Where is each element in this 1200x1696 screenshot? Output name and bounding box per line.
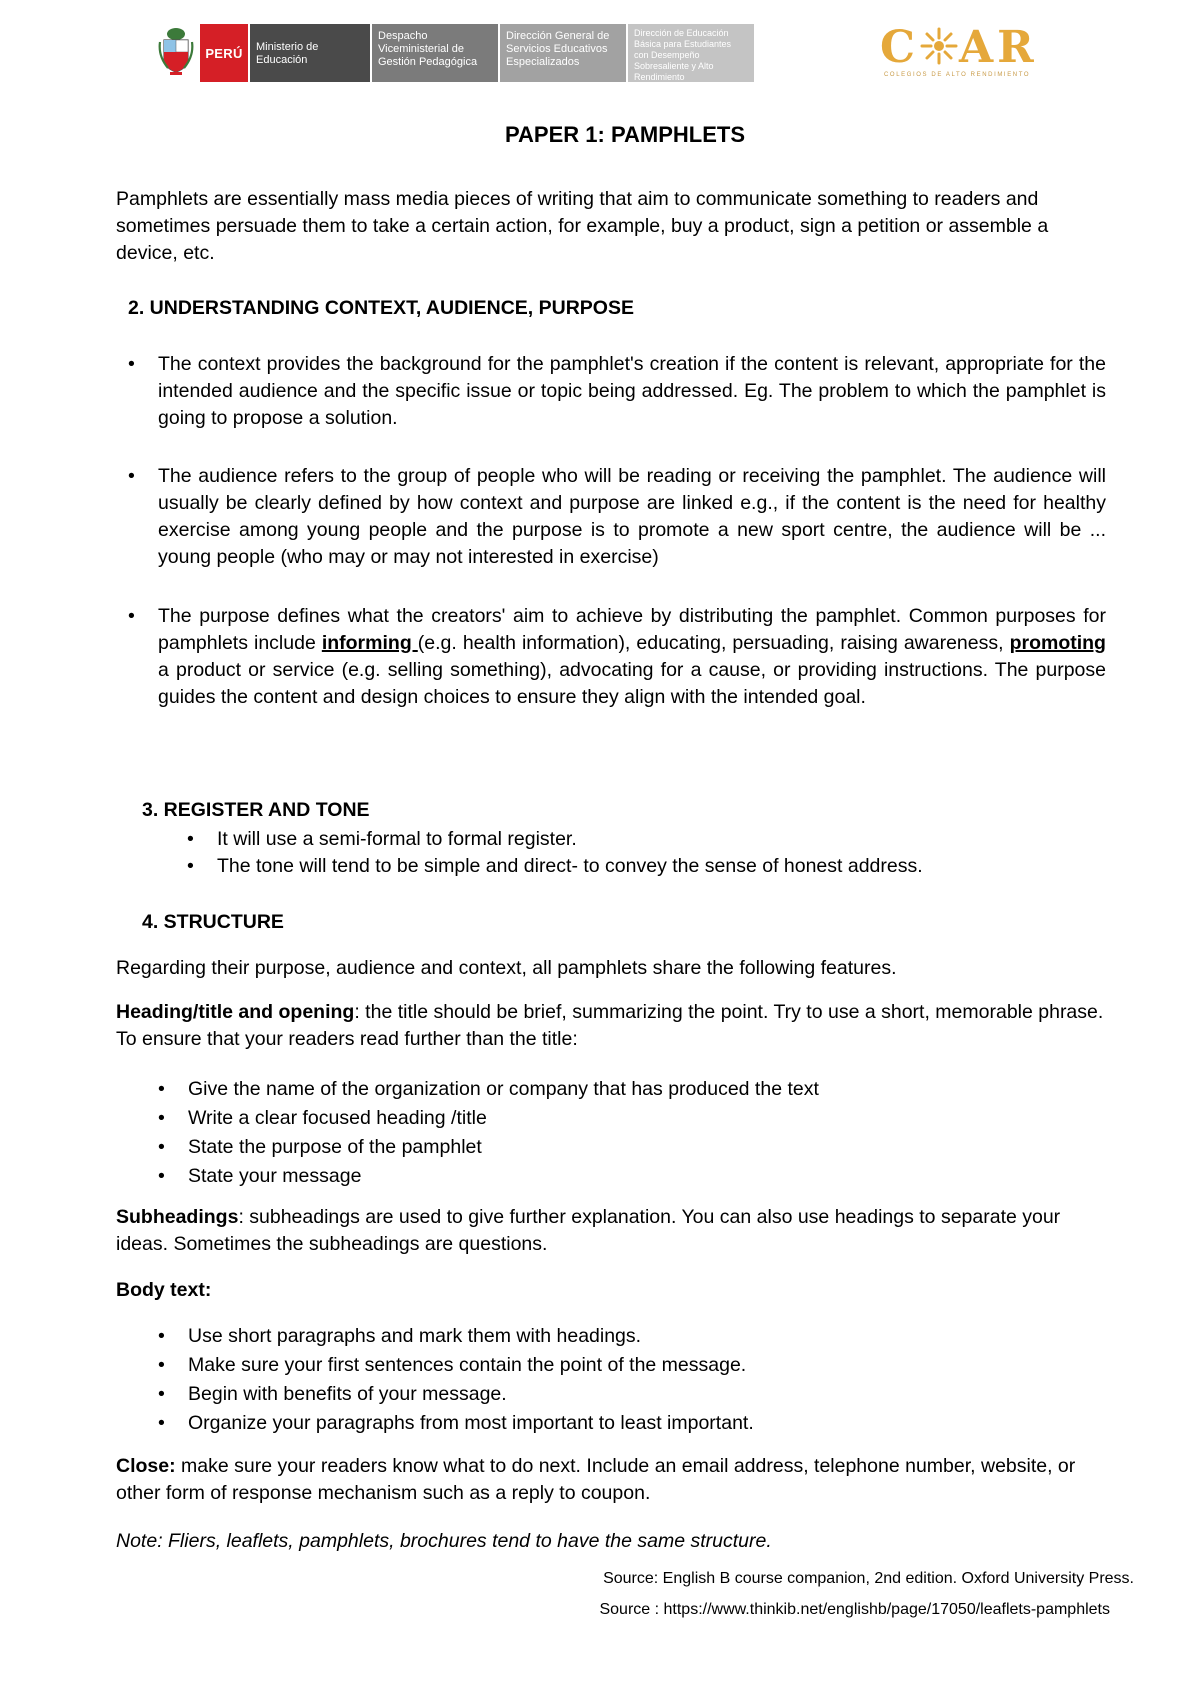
- list-item: • The context provides the background for the pamphlet's creation if the content is relevant, appropriate for the intended audience and the specific issue or topic being addressed. Eg. The problem to which the pamphlet is going to propose a solution.: [158, 351, 1106, 432]
- heading-paragraph: [116, 999, 1112, 1053]
- coar-logo-right: AR: [959, 22, 1038, 73]
- list-item: • Write a clear focused heading /title: [188, 1104, 1108, 1133]
- source-1: Source: English B course companion, 2nd edition. Oxford University Press.: [603, 1570, 1134, 1587]
- page-title: PAPER 1: PAMPHLETS: [505, 122, 745, 147]
- section-4-heading: 4. STRUCTURE: [142, 911, 284, 933]
- section-2-heading: 2. UNDERSTANDING CONTEXT, AUDIENCE, PURPOSE: [128, 297, 634, 319]
- coar-logo-left: C: [880, 22, 920, 73]
- list-item: • The tone will tend to be simple and direct- to convey the sense of honest address.: [217, 853, 1117, 880]
- sun-icon: [919, 22, 959, 74]
- close-label: Close:: [116, 1455, 176, 1477]
- heading-label: Heading/title and opening: [116, 1001, 355, 1023]
- peru-label: PERÚ: [200, 24, 248, 82]
- heading-list: [188, 1075, 1108, 1191]
- promoting-keyword: promoting: [1009, 632, 1106, 654]
- direccion-ebe-label: Dirección de Educación Básica para Estudiantes con Desempeño Sobresaliente y Alto Rendimiento: [626, 24, 754, 82]
- peru-coat-of-arms-icon: [158, 24, 194, 78]
- section-2-list: [158, 351, 1106, 432]
- list-item: • The audience refers to the group of people who will be reading or receiving the pamphlet. The audience will usually be clearly defined by how context and purpose are linked e.g., if the content is the need for healthy exercise among young people and the purpose is to promote a new sport centre, the audience will be ... young people (who may or may not interested in exercise): [158, 463, 1106, 571]
- body-list: [188, 1322, 1108, 1438]
- list-item: [158, 603, 1106, 711]
- section-2-list: [158, 463, 1106, 571]
- structure-intro: Regarding their purpose, audience and context, all pamphlets share the following features.: [116, 957, 897, 979]
- ministerio-label: Ministerio de Educación: [248, 24, 370, 82]
- purpose-text-c: a product or service (e.g. selling something), advocating for a cause, or providing instructions. The purpose guides the content and design choices to ensure they align with the intended goal.: [158, 659, 1106, 708]
- section-2-list: [158, 603, 1106, 711]
- source-2: Source : https://www.thinkib.net/englishb/page/17050/leaflets-pamphlets: [599, 1601, 1110, 1618]
- subheadings-paragraph: [116, 1204, 1112, 1258]
- close-text: make sure your readers know what to do next. Include an email address, telephone number, website, or other form of response mechanism such as a reply to coupon.: [116, 1455, 1076, 1504]
- list-item: • Make sure your first sentences contain the point of the message.: [188, 1351, 1108, 1380]
- list-item: • Organize your paragraphs from most important to least important.: [188, 1409, 1108, 1438]
- coar-logo: [880, 22, 1050, 82]
- intro-paragraph: Pamphlets are essentially mass media pieces of writing that aim to communicate something to readers and sometimes persuade them to take a certain action, for example, buy a product, sign a petition or assemble a device, etc.: [116, 188, 1049, 264]
- section-3-heading: 3. REGISTER AND TONE: [142, 799, 370, 821]
- note: Note: Fliers, leaflets, pamphlets, brochures tend to have the same structure.: [116, 1530, 772, 1552]
- list-item: • Use short paragraphs and mark them with headings.: [188, 1322, 1108, 1351]
- register-list: [217, 826, 1117, 880]
- list-item: • State the purpose of the pamphlet: [188, 1133, 1108, 1162]
- coar-subtitle: COLEGIOS DE ALTO RENDIMIENTO: [884, 72, 1031, 78]
- close-paragraph: [116, 1453, 1112, 1507]
- purpose-text-b: (e.g. health information), educating, persuading, raising awareness,: [417, 632, 1010, 654]
- purpose-text-a: The purpose defines what the creators' aim to achieve by distributing the pamphlet. Common purposes for pamphlets include: [158, 605, 1106, 654]
- list-item: • State your message: [188, 1162, 1108, 1191]
- direccion-general-label: Dirección General de Servicios Educativos Especializados: [498, 24, 626, 82]
- heading-text: : the title should be brief, summarizing the point. Try to use a short, memorable phrase. To ensure that your readers read further than the title:: [116, 1001, 1104, 1050]
- subheadings-label: Subheadings: [116, 1206, 239, 1228]
- informing-keyword: informing: [321, 632, 418, 654]
- list-item: • It will use a semi-formal to formal register.: [217, 826, 1117, 853]
- body-text-label: Body text:: [116, 1279, 212, 1301]
- list-item: • Give the name of the organization or company that has produced the text: [188, 1075, 1108, 1104]
- ministry-header: [158, 24, 754, 82]
- subheadings-text: : subheadings are used to give further explanation. You can also use headings to separate your ideas. Sometimes the subheadings are questions.: [116, 1206, 1061, 1255]
- despacho-label: Despacho Viceministerial de Gestión Pedagógica: [370, 24, 498, 82]
- list-item: • Begin with benefits of your message.: [188, 1380, 1108, 1409]
